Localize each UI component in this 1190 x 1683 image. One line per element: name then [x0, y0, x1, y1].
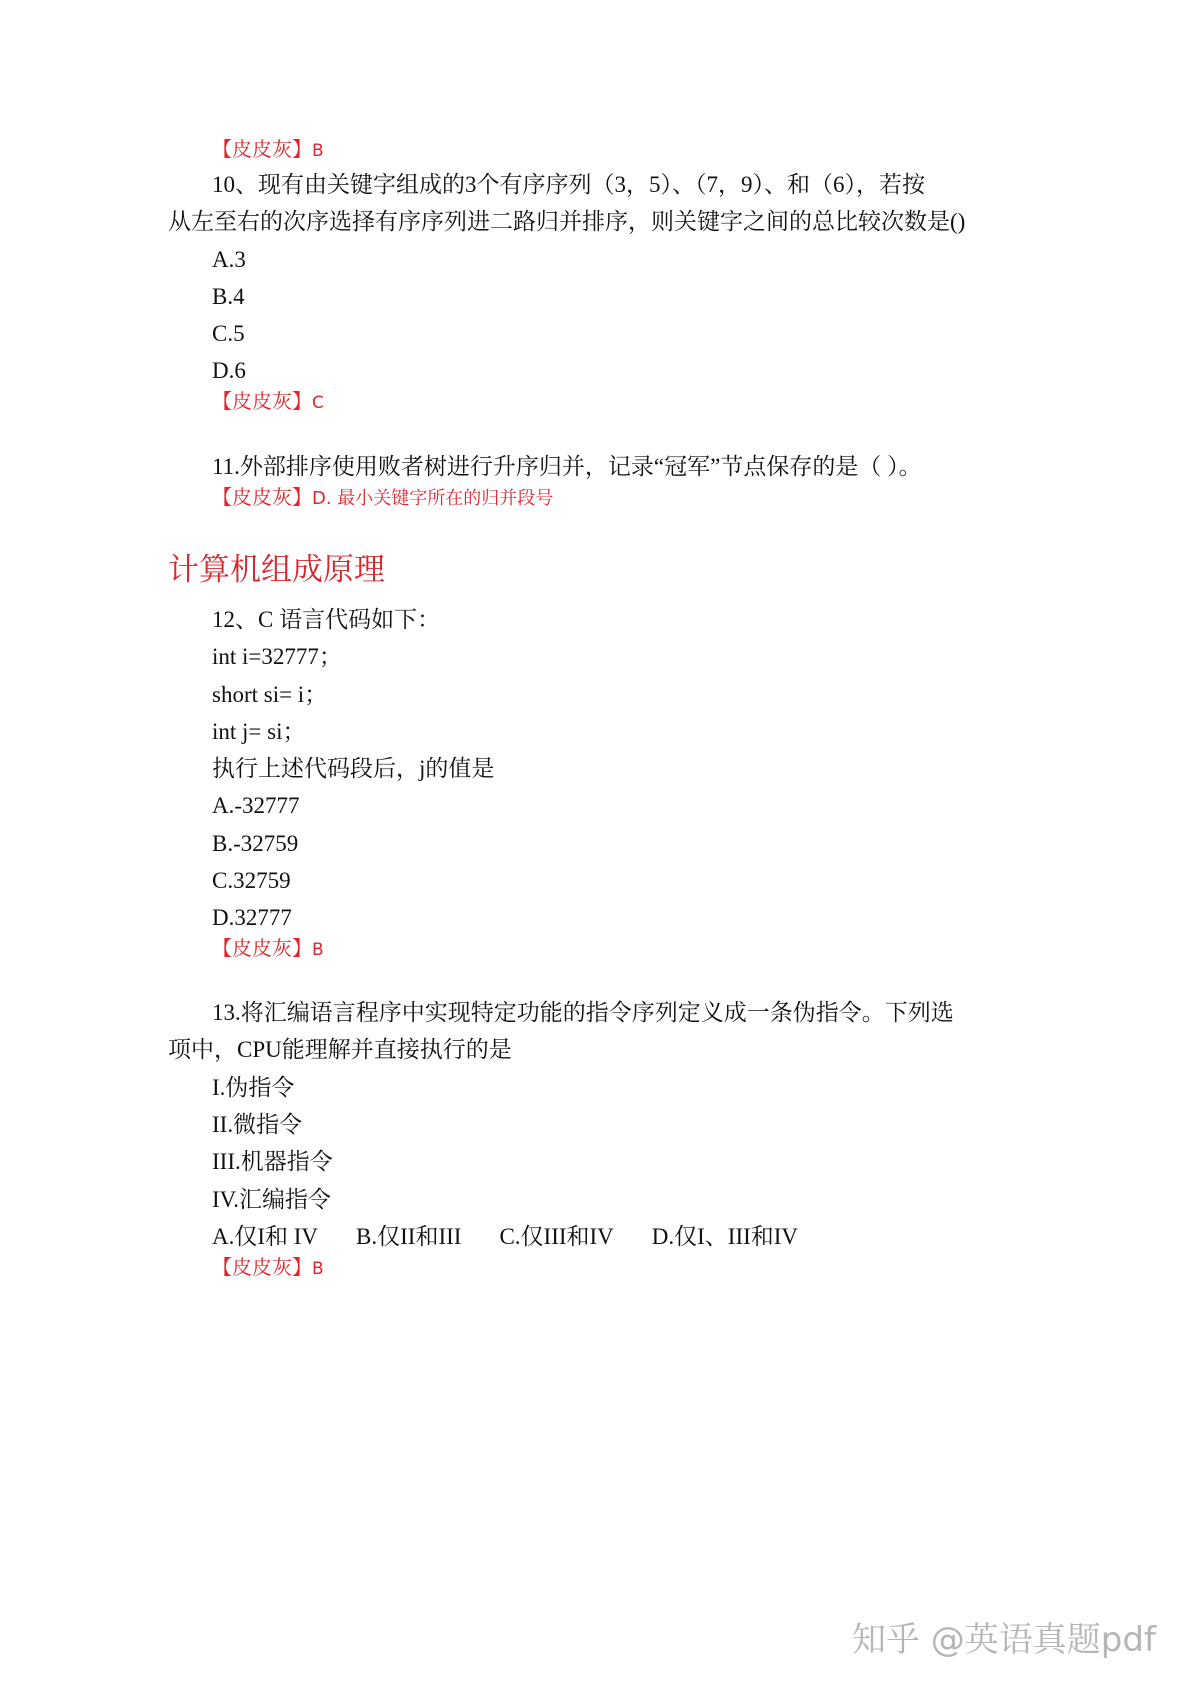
footer-cutoff-text — [270, 1652, 910, 1670]
answer-line-q9 — [212, 136, 324, 164]
answer-tag: 【皮皮灰】 — [212, 485, 312, 509]
code-line: int i=32777； — [212, 644, 342, 669]
question-13-option: C.仅III和IV — [499, 1224, 614, 1249]
question-12-option: C.32759 — [212, 868, 291, 893]
answer-value: B — [312, 141, 324, 161]
question-10-option: D.6 — [212, 358, 246, 383]
question-13-item: I.伪指令 — [212, 1075, 295, 1100]
question-13-item: III.机器指令 — [212, 1149, 333, 1174]
question-10-stem-line1: 10、现有由关键字组成的3个有序序列（3，5）、（7，9）、和（6），若按 — [212, 172, 925, 197]
code-line: int j= si； — [212, 719, 306, 744]
question-13-stem-line1: 13.将汇编语言程序中实现特定功能的指令序列定义成一条伪指令。下列选 — [212, 1000, 954, 1025]
answer-value: C — [312, 393, 324, 413]
question-13-item: II.微指令 — [212, 1112, 303, 1137]
section-heading: 计算机组成原理 — [168, 552, 385, 588]
question-12-option: A.-32777 — [212, 793, 300, 818]
question-12-prompt: 执行上述代码段后，j的值是 — [212, 756, 495, 781]
question-10-option: C.5 — [212, 321, 245, 346]
question-12-option: D.32777 — [212, 905, 292, 930]
question-13-item: IV.汇编指令 — [212, 1187, 332, 1212]
question-12-option: B.-32759 — [212, 831, 299, 856]
answer-tag: 【皮皮灰】 — [212, 137, 312, 161]
question-10-option: A.3 — [212, 247, 246, 272]
answer-tag: 【皮皮灰】 — [212, 936, 312, 960]
answer-line-q13 — [212, 1254, 324, 1282]
answer-tag: 【皮皮灰】 — [212, 1255, 312, 1279]
question-13-stem-line2: 项中，CPU能理解并直接执行的是 — [168, 1037, 512, 1062]
answer-line-q12 — [212, 935, 324, 963]
question-11-stem: 11.外部排序使用败者树进行升序归并，记录“冠军”节点保存的是（ ）。 — [212, 454, 922, 479]
question-13-option: D.仅I、III和IV — [651, 1224, 799, 1249]
question-13-option: B.仅II和III — [356, 1224, 462, 1249]
answer-value: B — [312, 1259, 324, 1279]
answer-value: B — [312, 940, 324, 960]
question-10-stem-line2: 从左至右的次序选择有序序列进二路归并排序，则关键字之间的总比较次数是() — [168, 209, 966, 234]
question-13-option: A.仅I和 IV — [212, 1224, 319, 1249]
answer-line-q10 — [212, 388, 324, 416]
question-12-stem: 12、C 语言代码如下： — [212, 607, 441, 632]
watermark: 知乎 @英语真题pdf — [852, 1620, 1156, 1660]
question-13-options-row — [212, 1222, 836, 1252]
question-10-option: B.4 — [212, 284, 245, 309]
answer-tag: 【皮皮灰】 — [212, 389, 312, 413]
answer-value: D. 最小关键字所在的归并段号 — [312, 488, 554, 509]
answer-line-q11 — [212, 484, 553, 512]
code-line: short si= i； — [212, 682, 328, 707]
